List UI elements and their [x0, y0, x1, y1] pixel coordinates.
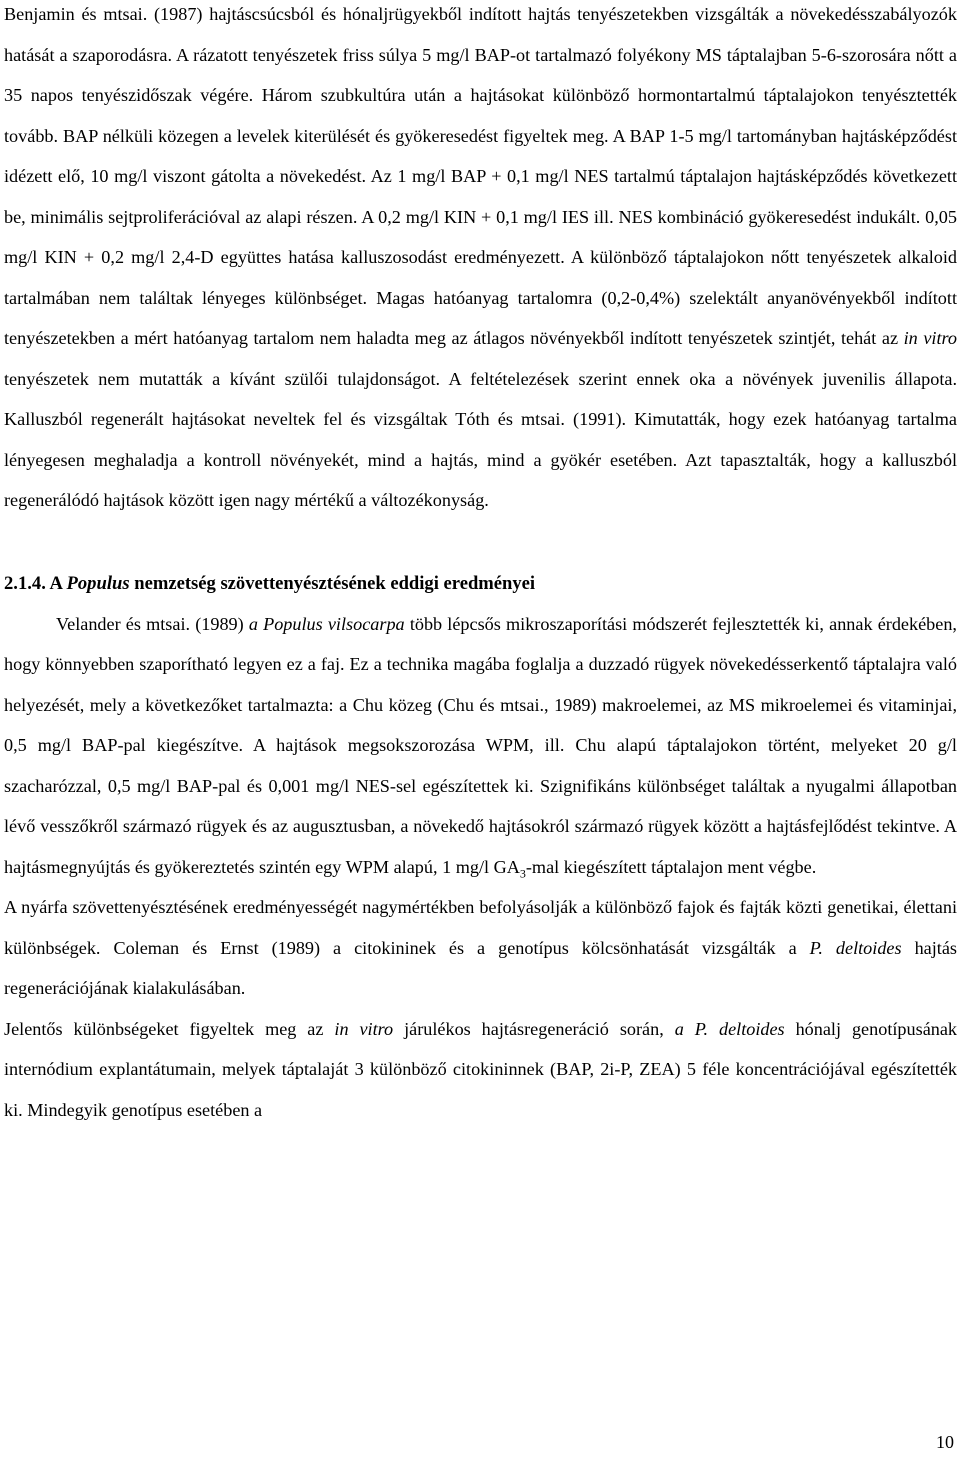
text-run: tenyészetek nem mutatták a kívánt szülői tulajdonságot. A feltételezések szerint ennek oka a növények juvenilis állapota. Kalluszból regenerált hajtásokat neveltek fel és vizsgáltak Tóth és mtsai. (1991). Kimutatták, hogy ezek hatóanyag tartalma lényegesen meghaladja a kontroll növényekét, mind a hajtás, mind a gyökér esetében. Azt tapasztalták, hogy a kalluszból regenerálódó hajtások között igen nagy mértékű a változékonyság.	[4, 368, 957, 510]
text-run: több lépcsős mikroszaporítási módszerét fejlesztették ki, annak érdekében, hogy könnyebben szaporítható legyen ez a faj. Ez a technika magába foglalja a duzzadó rügyek növekedésserkentő táptalajra való helyezését, mely a következőket tartalmazta: a Chu közeg (Chu és mtsai., 1989) makroelemei, az MS mikroelemei és vitaminjai, 0,5 mg/l BAP-pal kiegészítve. A hajtások megsokszorozása WPM, ill. Chu alapú táptalajokon történt, melyeket 20 g/l szacharózzal, 0,5 mg/l BAP-pal és 0,001 mg/l NES-sel egészítettek ki. Szignifikáns különbséget találtak a nyugalmi állapotban lévő vesszőkről származó rügyek és az augusztusban, a növekedő hajtásokról származó rügyek között a hajtásfejlődést tekintve. A hajtásmegnyújtás és gyökereztetés szintén egy WPM alapú, 1 mg/l GA	[4, 613, 957, 877]
heading-text: nemzetség szövettenyésztésének eddigi eredményei	[134, 572, 536, 594]
heading-genus: Populus	[66, 572, 130, 594]
text-run: hajtás regenerációjának kialakulásában.	[4, 937, 957, 998]
body-paragraph-4	[4, 1009, 957, 1131]
italic-term: P. deltoides	[809, 937, 902, 958]
italic-term: in vitro	[903, 328, 957, 348]
document-page	[4, 0, 957, 1130]
text-run: hónalj genotípusának internódium explantátumain, melyek táptalaját 3 különböző citokininnek (BAP, 2i-P, ZEA) 5 féle koncentrációjával egészítették ki. Mindegyik genotípus esetében a	[4, 1018, 958, 1120]
body-paragraph-3	[4, 887, 957, 1009]
text-run: A nyárfa szövettenyésztésének eredményességét nagymértékben befolyásolják a különböző fajok és fajták közti genetikai, élettani különbségek. Coleman és Ernst (1989) a citokininek és a genotípus kölcsönhatását vizsgálták a	[4, 897, 957, 958]
section-heading	[4, 564, 957, 604]
italic-term: a P. deltoides	[674, 1018, 785, 1039]
heading-number: 2.1.4. A	[4, 572, 62, 594]
text-run: járulékos hajtásregeneráció során,	[404, 1018, 664, 1039]
italic-term: in vitro	[334, 1018, 394, 1039]
body-paragraph-2	[4, 604, 957, 888]
page-number: 10	[936, 1432, 954, 1452]
italic-term: a Populus vilsocarpa	[248, 613, 405, 634]
text-run: -mal kiegészített táptalajon ment végbe.	[525, 856, 817, 877]
body-paragraph-1	[4, 0, 957, 521]
subscript: 3	[519, 866, 526, 881]
text-run: Benjamin és mtsai. (1987) hajtáscsúcsból és hónaljrügyekből indított hajtás tenyészetekben vizsgálták a növekedésszabályozók hatását a szaporodásra. A rázatott tenyészetek friss súlya 5 mg/l BAP-ot tartalmazó folyékony MS táptalajban 5-6-szorosára nőtt a 35 napos tenyészidőszak végére. Három szubkultúra után a hajtásokat különböző hormontartalmú táptalajokon tenyésztették tovább. BAP nélküli közegen a levelek kiterülését és gyökeresedést figyeltek meg. A BAP 1-5 mg/l tartományban hajtásképződést idézett elő, 10 mg/l viszont gátolta a növekedést. Az 1 mg/l BAP + 0,1 mg/l NES tartalmú táptalajon hajtásképződés következett be, minimális sejtproliferációval az alapi részen. A 0,2 mg/l KIN + 0,1 mg/l IES ill. NES kombináció gyökeresedést indukált. 0,05 mg/l KIN + 0,2 mg/l 2,4-D együttes hatása kalluszosodást eredményezett. A különböző táptalajokon nőtt tenyészetek alkaloid tartalmában nem találtak lényeges különbséget. Magas hatóanyag tartalomra (0,2-0,4%) szelektált anyanövényekből indított tenyészetekben a mért hatóanyag tartalom nem haladta meg az átlagos növényekből indított tenyészetek szintjét, tehát az	[4, 4, 957, 348]
text-run: Velander és mtsai. (1989)	[56, 613, 244, 634]
text-run: Jelentős különbségeket figyeltek meg az	[4, 1018, 324, 1039]
